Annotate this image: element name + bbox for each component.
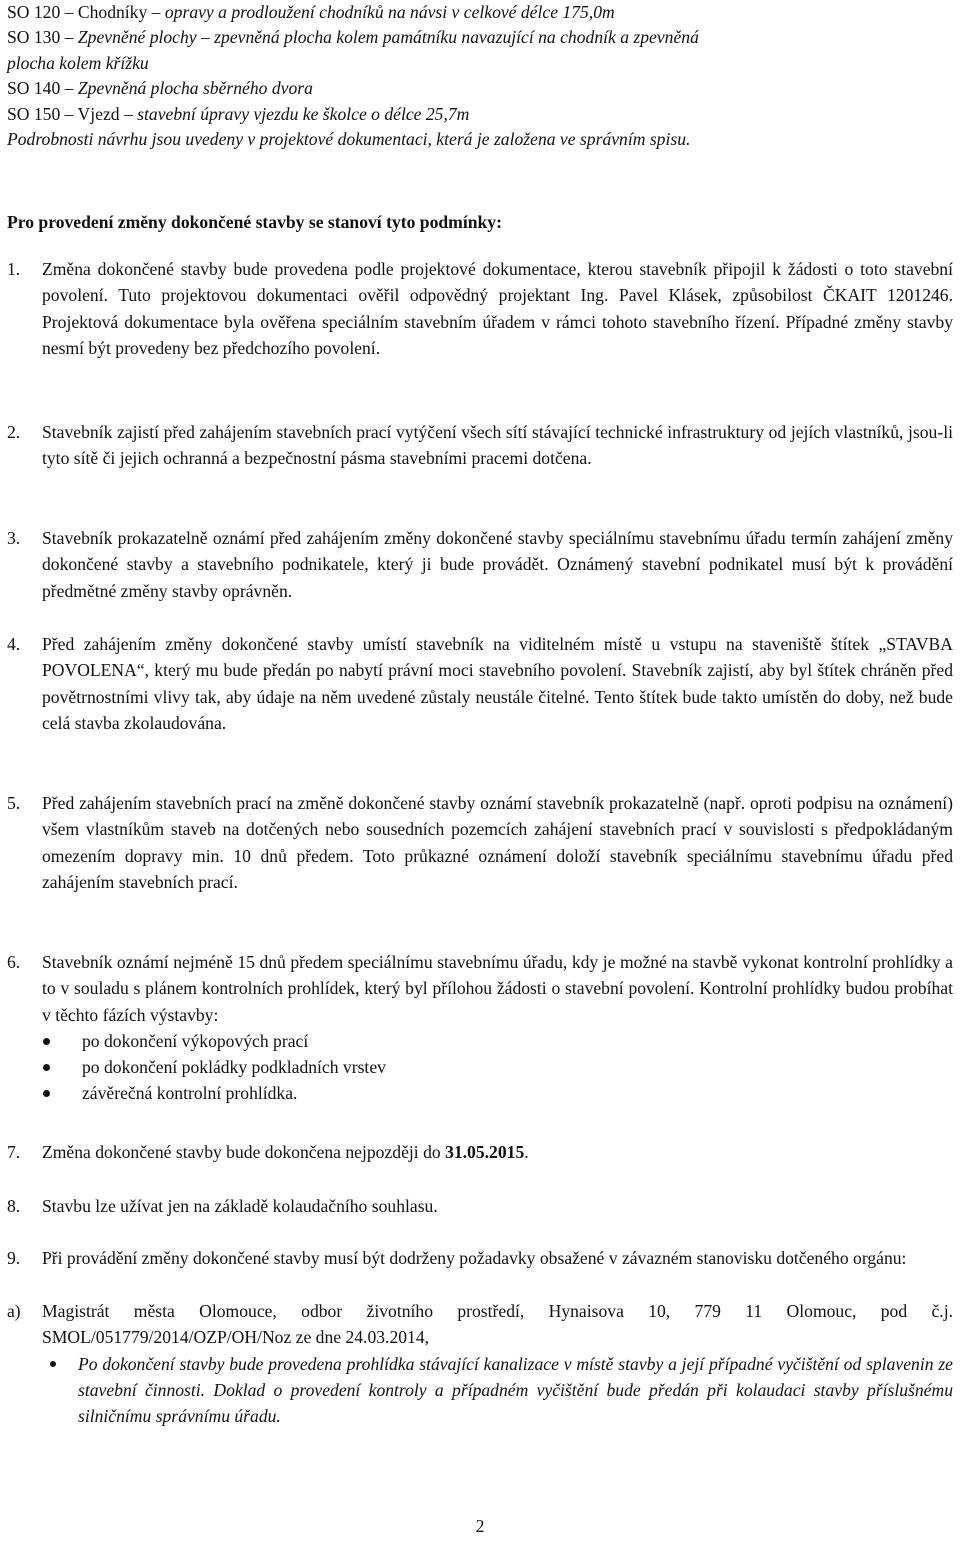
condition-number: 2. [7,422,21,442]
condition-text: Stavebník oznámí nejméně 15 dnů předem speciálnímu stavebnímu úřadu, kdy je možné na stavbě vykonat kontrolní prohlídky a to v souladu s plánem kontrolních prohlídek, který byl přílohou žádosti o stavební povolení. Kontrolní prohlídky budou probíhat v těchto fázích výstavby: [42,952,953,1025]
condition-9 [7,1245,953,1271]
object-description: Zpevněná plocha sběrného dvora [73,78,313,99]
condition-1 [7,256,953,361]
condition-8 [7,1193,953,1219]
condition-text: Stavebník zajistí před zahájením stavebních prací vytýčení všech sítí stávající technické infrastruktury od jejích vlastníků, jsou-li tyto sítě či jejich ochranná a bezpečnostní pásma stavebními pracemi dotčena. [42,422,953,469]
object-so140 [7,76,952,101]
inspection-phase: po dokončení pokládky podkladních vrstev [7,1054,953,1080]
condition-a [7,1298,953,1429]
page-number: 2 [475,1516,485,1536]
condition-number: 3. [7,528,21,548]
condition-number: 5. [7,793,21,813]
condition-text: Stavbu lze užívat jen na základě kolaudačního souhlasu. [42,1196,438,1216]
condition-text: Stavebník prokazatelně oznámí před zahájením změny dokončené stavby speciálnímu stavebnímu úřadu termín zahájení změny dokončené stavby a stavebního podnikatele, který ji bude provádět. Oznámený stavební podnikatel musí být k provádění předmětné změny stavby oprávněn. [42,528,953,601]
construction-objects-list [7,0,952,152]
authority-reference: Magistrát města Olomouce, odbor životního prostředí, Hynaisova 10, 779 11 Olomouc, pod č.j. SMOL/051779/2014/OZP/OH/Noz ze dne 24.03.2014, [42,1301,953,1348]
object-so150 [7,102,952,127]
condition-5 [7,790,953,895]
condition-text: Před zahájením změny dokončené stavby umístí stavebník na viditelném místě u vstupu na staveniště štítek „STAVBA POVOLENA“, který mu bude předán po nabytí právní moci stavebního povolení. Stavebník zajistí, aby byl štítek chráněn před povětrnostními vlivy tak, aby údaje na něm uvedené zůstaly neustále čitelné. Tento štítek bude takto umístěn do doby, než bude celá stavba zkolaudována. [42,634,953,733]
condition-3 [7,525,953,604]
inspection-phase: závěrečná kontrolní prohlídka. [7,1080,953,1106]
object-description: opravy a prodloužení chodníků na návsi v celkové délce 175,0m [160,2,615,22]
condition-number: 8. [7,1196,21,1216]
condition-letter: a) [7,1301,21,1321]
condition-6 [7,949,953,1107]
condition-text [42,1139,953,1165]
condition-text: Při provádění změny dokončené stavby musí být dodrženy požadavky obsažené v závazném stanovisku dotčeného orgánu: [42,1248,907,1268]
inspection-phases-list [7,1028,953,1107]
condition-text: Před zahájením stavebních prací na změně dokončené stavby oznámí stavebník prokazatelně (např. oproti podpisu na oznámení) všem vlastníkům staveb na dotčených nebo sousedních pozemcích zahájení stavebních prací v souvislosti s předpokládaným omezením dopravy min. 10 dnů předem. Toto průkazné oznámení doloží stavebník speciálnímu stavebnímu úřadu před zahájením stavebních prací. [42,793,953,892]
object-code: SO 140 – [7,78,74,99]
object-code: SO 120 – Chodníky – [7,2,161,22]
condition-text-part: Změna dokončené stavby bude dokončena nejpozději do [42,1142,446,1162]
completion-date: 31.05.2015 [445,1142,525,1162]
note-text: Podrobnosti návrhu jsou uvedeny v projektové dokumentaci, která je založena ve správním spisu. [7,129,691,150]
condition-number: 1. [7,259,21,279]
object-description: plocha kolem křížku [7,52,149,73]
object-so130 [7,25,952,50]
authority-requirement: Po dokončení stavby bude provedena prohlídka stávající kanalizace v místě stavby a její případné vyčištění od splavenin ze stavební činnosti. Doklad o provedení kontroly a případném vyčištění bude předán při kolaudaci stavby příslušnému silničnímu správnímu úřadu. [42,1351,953,1430]
project-documentation-note [7,127,952,152]
object-so120 [7,0,952,25]
condition-text-end: . [524,1142,529,1162]
condition-number: 7. [7,1142,21,1162]
condition-number: 9. [7,1248,21,1268]
condition-text: Změna dokončené stavby bude provedena podle projektové dokumentace, kterou stavebník připojil k žádosti o toto stavební povolení. Tuto projektovou dokumentaci ověřil odpovědný projektant Ing. Pavel Klásek, způsobilost ČKAIT 1201246. Projektová dokumentace byla ověřena speciálním stavebním úřadem v rámci tohoto stavebního řízení. Případné změny stavby nesmí být provedeny bez předchozího povolení. [42,259,953,358]
conditions-heading: Pro provedení změny dokončené stavby se stanoví tyto podmínky: [7,212,502,232]
condition-number: 6. [7,952,21,972]
condition-7 [7,1139,953,1165]
object-description: Zpevněné plochy – zpevněná plocha kolem památníku navazující na chodník a zpevněná [73,27,699,48]
condition-number: 4. [7,634,21,654]
condition-4 [7,631,953,736]
object-description: stavební úpravy vjezdu ke školce o délce 25,7m [132,103,470,124]
object-code: SO 130 – [7,27,74,48]
condition-2 [7,419,953,472]
object-code: SO 150 – Vjezd – [7,103,133,124]
inspection-phase: po dokončení výkopových prací [7,1028,953,1054]
authority-requirements-list [42,1351,953,1430]
object-so130-continued [7,51,952,76]
